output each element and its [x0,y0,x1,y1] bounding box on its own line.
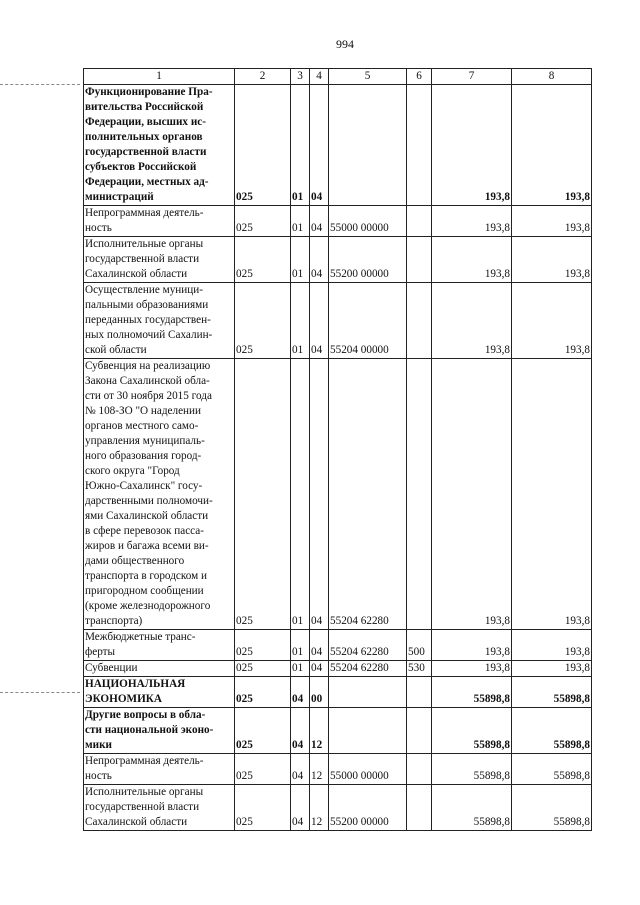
amount-2020-cell: 55898,8 [512,785,592,831]
admin-code-cell: 025 [235,754,291,785]
subsection-cell: 04 [310,359,329,630]
amount-2020-cell: 193,8 [512,85,592,206]
amount-2019-cell: 55898,8 [432,785,512,831]
item-name-cell: Непрограммная деятель- ность [84,206,235,237]
target-article-cell: 55204 62280 [329,661,407,677]
target-article-cell: 55204 62280 [329,359,407,630]
item-name-cell: Исполнительные органы государственной власти Сахалинской области [84,237,235,283]
amount-2019-cell: 193,8 [432,661,512,677]
admin-code-cell: 025 [235,708,291,754]
target-article-cell: 55000 00000 [329,206,407,237]
item-name-cell: Исполнительные органы государственной власти Сахалинской области [84,785,235,831]
table-row [84,661,592,677]
header-row [84,69,592,85]
amount-2020-cell: 193,8 [512,237,592,283]
expense-type-cell [407,708,432,754]
subsection-cell: 12 [310,708,329,754]
item-name-cell: Субвенции [84,661,235,677]
subsection-cell: 04 [310,206,329,237]
target-article-cell: 55000 00000 [329,754,407,785]
margin-mark [0,84,80,85]
amount-2019-cell: 55898,8 [432,677,512,708]
item-name-cell: Непрограммная деятель- ность [84,754,235,785]
expense-type-cell: 530 [407,661,432,677]
admin-code-cell: 025 [235,283,291,359]
admin-code-cell: 025 [235,237,291,283]
amount-2020-cell: 55898,8 [512,754,592,785]
target-article-cell [329,677,407,708]
header-cell: 3 [291,69,310,85]
amount-2020-cell: 193,8 [512,206,592,237]
expense-type-cell [407,283,432,359]
table-row [84,85,592,206]
section-cell: 04 [291,754,310,785]
section-cell: 04 [291,708,310,754]
expense-type-cell [407,785,432,831]
table-body [84,85,592,831]
header-cell: 4 [310,69,329,85]
expense-type-cell: 500 [407,630,432,661]
table-row [84,785,592,831]
table-row [84,754,592,785]
admin-code-cell: 025 [235,359,291,630]
subsection-cell: 04 [310,661,329,677]
item-name-cell: Другие вопросы в обла- сти национальной эконо- мики [84,708,235,754]
section-cell: 01 [291,206,310,237]
admin-code-cell: 025 [235,785,291,831]
item-name-cell: Функционирование Пра- вительства Российской Федерации, высших ис- полнительных органов государственной власти субъектов Российской Федерации, местных ад- министраций [84,85,235,206]
subsection-cell: 00 [310,677,329,708]
header-cell: 1 [84,69,235,85]
section-cell: 04 [291,677,310,708]
expense-type-cell [407,237,432,283]
target-article-cell [329,708,407,754]
section-cell: 01 [291,85,310,206]
subsection-cell: 12 [310,754,329,785]
margin-mark [0,692,80,693]
header-cell: 7 [432,69,512,85]
table-row [84,630,592,661]
subsection-cell: 04 [310,630,329,661]
amount-2019-cell: 55898,8 [432,708,512,754]
admin-code-cell: 025 [235,661,291,677]
target-article-cell: 55204 00000 [329,283,407,359]
amount-2019-cell: 193,8 [432,630,512,661]
admin-code-cell: 025 [235,630,291,661]
header-cell: 2 [235,69,291,85]
expense-type-cell [407,754,432,785]
table-row [84,206,592,237]
section-cell: 01 [291,359,310,630]
expense-type-cell [407,206,432,237]
item-name-cell: Субвенция на реализацию Закона Сахалинской обла- сти от 30 ноября 2015 года № 108-ЗО "О наделении органов местного само- управления муниципаль- ного образования город- ского округа "Город Южно-Сахалинск" госу- дарственными полномочи- ями Сахалинской области в сфере перевозок пасса- жиров и багажа всеми ви- дами общественного транспорта в городском и пригородном сообщении (кроме железнодорожного транспорта) [84,359,235,630]
amount-2019-cell: 193,8 [432,206,512,237]
amount-2019-cell: 193,8 [432,85,512,206]
amount-2020-cell: 193,8 [512,359,592,630]
item-name-cell: Осуществление муници- пальными образованиями переданных государствен- ных полномочий Сахалин- ской области [84,283,235,359]
page-number: 994 [336,37,354,51]
section-cell: 04 [291,785,310,831]
section-cell: 01 [291,661,310,677]
target-article-cell: 55204 62280 [329,630,407,661]
admin-code-cell: 025 [235,677,291,708]
subsection-cell: 04 [310,283,329,359]
target-article-cell [329,85,407,206]
expense-type-cell [407,85,432,206]
item-name-cell: Межбюджетные транс- ферты [84,630,235,661]
target-article-cell: 55200 00000 [329,237,407,283]
subsection-cell: 04 [310,237,329,283]
amount-2019-cell: 193,8 [432,237,512,283]
amount-2019-cell: 193,8 [432,359,512,630]
subsection-cell: 12 [310,785,329,831]
table-row [84,283,592,359]
amount-2020-cell: 193,8 [512,630,592,661]
amount-2019-cell: 193,8 [432,283,512,359]
header-cell: 6 [407,69,432,85]
subsection-cell: 04 [310,85,329,206]
amount-2020-cell: 193,8 [512,661,592,677]
section-cell: 01 [291,237,310,283]
header-cell: 8 [512,69,592,85]
section-cell: 01 [291,630,310,661]
table-row [84,677,592,708]
amount-2019-cell: 55898,8 [432,754,512,785]
budget-table [83,68,592,831]
expense-type-cell [407,359,432,630]
amount-2020-cell: 193,8 [512,283,592,359]
table-row [84,359,592,630]
table-row [84,237,592,283]
header-cell: 5 [329,69,407,85]
amount-2020-cell: 55898,8 [512,708,592,754]
expense-type-cell [407,677,432,708]
amount-2020-cell: 55898,8 [512,677,592,708]
admin-code-cell: 025 [235,85,291,206]
item-name-cell: НАЦИОНАЛЬНАЯ ЭКОНОМИКА [84,677,235,708]
section-cell: 01 [291,283,310,359]
admin-code-cell: 025 [235,206,291,237]
table-row [84,708,592,754]
target-article-cell: 55200 00000 [329,785,407,831]
